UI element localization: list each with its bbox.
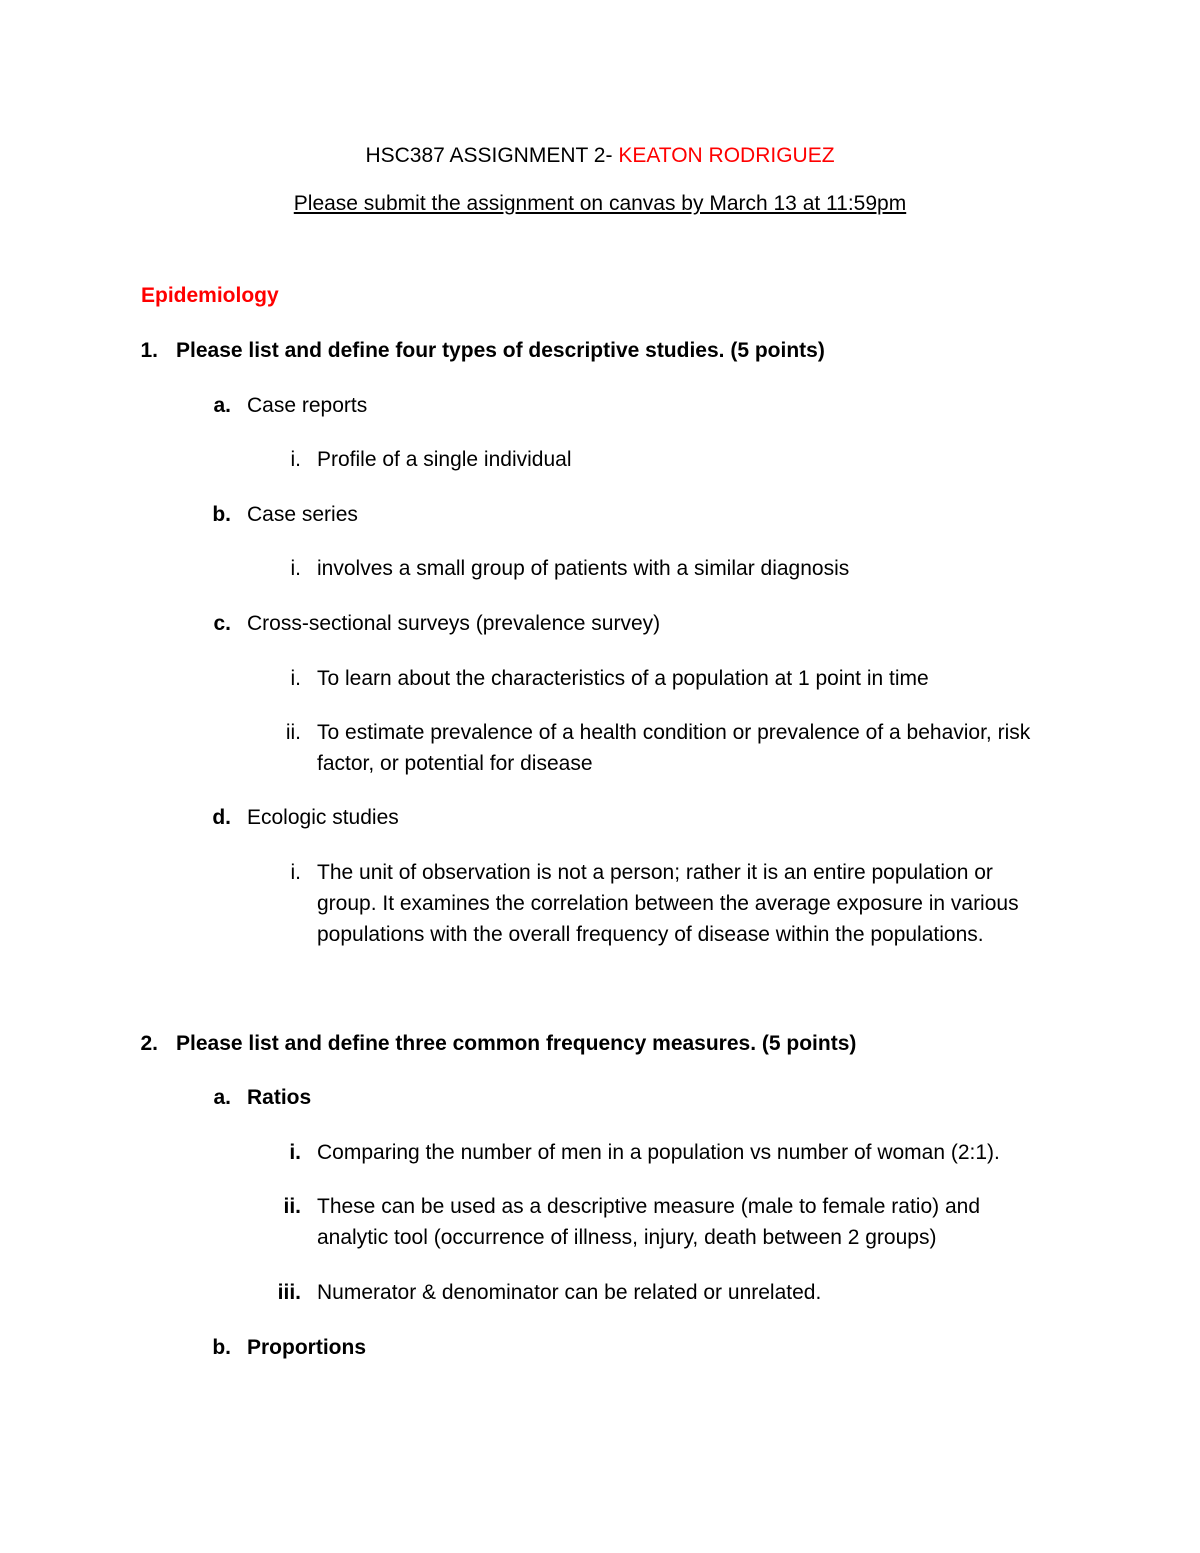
q1-d-sub-i-numeral: i. — [290, 861, 301, 884]
section-title: Epidemiology — [141, 284, 279, 307]
q1-a-sub-i-text: Profile of a single individual — [317, 448, 572, 471]
question-1-text: Please list and define four types of descriptive studies. (5 points) — [176, 339, 825, 362]
q1-item-c-letter: c. — [213, 612, 231, 635]
q2-a-sub-iii-text: Numerator & denominator can be related or unrelated. — [317, 1281, 822, 1304]
q1-d-sub-i-line-3: populations with the overall frequency of disease within the populations. — [317, 923, 984, 946]
submission-instructions: Please submit the assignment on canvas by March 13 at 11:59pm — [293, 192, 907, 215]
q2-a-sub-i-text: Comparing the number of men in a population vs number of woman (2:1). — [317, 1141, 1000, 1164]
q2-item-a-label: Ratios — [247, 1086, 312, 1109]
q1-b-sub-i-text: involves a small group of patients with a similar diagnosis — [317, 557, 850, 580]
question-2-text: Please list and define three common frequency measures. (5 points) — [176, 1032, 857, 1055]
q1-item-b-label: Case series — [247, 503, 358, 526]
question-1-number: 1. — [140, 339, 158, 362]
q1-d-sub-i-line-1: The unit of observation is not a person; rather it is an entire population or — [317, 861, 993, 884]
q2-a-sub-ii-line-1: These can be used as a descriptive measure (male to female ratio) and — [317, 1195, 981, 1218]
q1-d-sub-i-line-2: group. It examines the correlation between the average exposure in various — [317, 892, 1019, 915]
student-name: KEATON RODRIGUEZ — [618, 144, 835, 167]
q1-item-a-label: Case reports — [247, 394, 368, 417]
q1-item-c-label: Cross-sectional surveys (prevalence survey) — [247, 612, 661, 635]
q2-a-sub-iii-numeral: iii. — [277, 1281, 301, 1304]
q2-item-b-label: Proportions — [247, 1336, 366, 1359]
q1-item-a-letter: a. — [213, 394, 231, 417]
q1-c-sub-ii-line-1: To estimate prevalence of a health condition or prevalence of a behavior, risk — [317, 721, 1031, 744]
q1-item-d-letter: d. — [212, 806, 231, 829]
assignment-title — [0, 143, 1200, 169]
q1-b-sub-i-numeral: i. — [290, 557, 301, 580]
q2-a-sub-i-numeral: i. — [289, 1141, 301, 1164]
q1-c-sub-ii-numeral: ii. — [285, 721, 301, 744]
q2-a-sub-ii-line-2: analytic tool (occurrence of illness, injury, death between 2 groups) — [317, 1226, 937, 1249]
q1-c-sub-i-text: To learn about the characteristics of a population at 1 point in time — [317, 667, 929, 690]
q1-item-d-label: Ecologic studies — [247, 806, 399, 829]
title-prefix: HSC387 ASSIGNMENT 2- — [365, 144, 619, 167]
q1-c-sub-i-numeral: i. — [290, 667, 301, 690]
q2-item-b-letter: b. — [212, 1336, 231, 1359]
q1-a-sub-i-numeral: i. — [290, 448, 301, 471]
q2-a-sub-ii-numeral: ii. — [283, 1195, 301, 1218]
q1-c-sub-ii-line-2: factor, or potential for disease — [317, 752, 593, 775]
question-2-number: 2. — [140, 1032, 158, 1055]
q1-item-b-letter: b. — [212, 503, 231, 526]
q2-item-a-letter: a. — [213, 1086, 231, 1109]
